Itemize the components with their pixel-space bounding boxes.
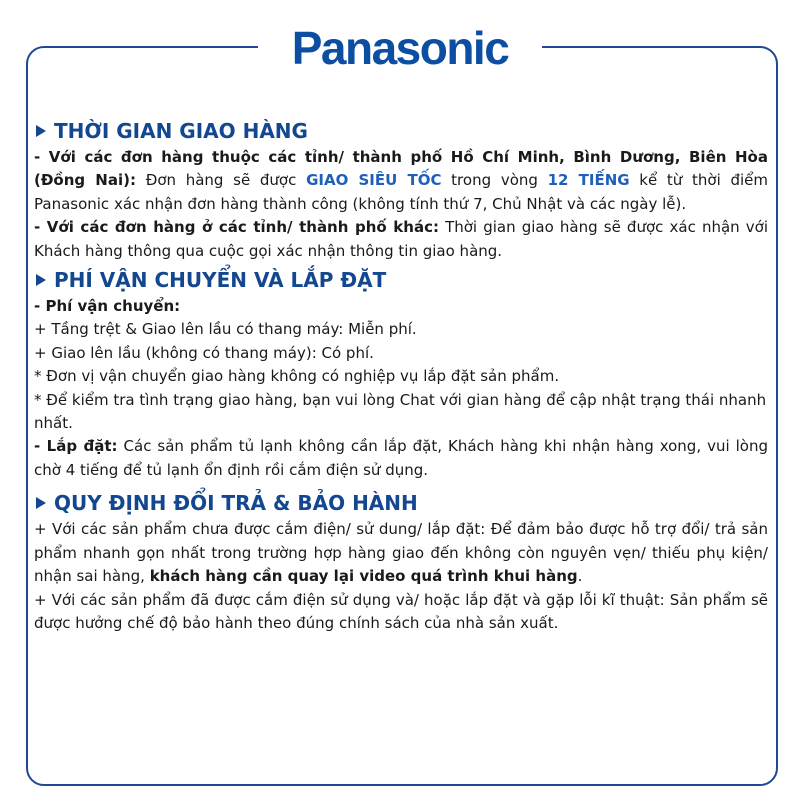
paragraph-text: Các sản phẩm tủ lạnh không cần lắp đặt, Khách hàng khi nhận hàng xong, vui lòng chờ 4 tiếng để tủ lạnh ổn định rồi cắm điện sử dụng. xyxy=(34,437,768,479)
paragraph-text: + Với các sản phẩm chưa được cắm điện/ sử dung/ lắp đặt: Để đảm bảo được hỗ trợ đổi/ trả sản phẩm nhanh gọn nhất trong trường hợp hàng giao đến không còn nguyên vẹn/ thiếu phụ kiện/ nhận sai hàng, xyxy=(34,520,768,586)
delivery-major-cities-paragraph xyxy=(34,146,768,216)
section-title-text: THỜI GIAN GIAO HÀNG xyxy=(54,119,308,143)
return-unused-products-paragraph xyxy=(34,518,768,588)
installation-paragraph xyxy=(34,435,768,482)
section-title-text: PHÍ VẬN CHUYỂN VÀ LẮP ĐẶT xyxy=(54,268,387,293)
paragraph-text: Thời gian giao hàng sẽ được xác nhận với Khách hàng thông qua cuộc gọi xác nhận thông tin giao hàng. xyxy=(34,218,768,260)
section-title-shipping-installation xyxy=(34,265,768,295)
twelve-hours-highlight: 12 TIẾNG xyxy=(547,171,630,190)
paragraph-lead: - Với các đơn hàng ở các tỉnh/ thành phố khác: xyxy=(34,218,439,237)
paragraph-text: . xyxy=(577,567,583,586)
section-title-return-warranty xyxy=(34,488,768,518)
list-item: + Giao lên lầu (không có thang máy): Có phí. xyxy=(34,343,374,362)
paragraph-text: Đơn hàng sẽ được xyxy=(135,171,307,190)
delivery-other-provinces-paragraph xyxy=(34,216,768,263)
list-item: * Đơn vị vận chuyển giao hàng không có nghiệp vụ lắp đặt sản phẩm. xyxy=(34,367,560,386)
section-title-text: QUY ĐỊNH ĐỔI TRẢ & BẢO HÀNH xyxy=(54,491,418,516)
list-item: * Để kiểm tra tình trạng giao hàng, bạn vui lòng Chat với gian hàng để cập nhật trạng thái nhanh nhất. xyxy=(34,390,767,433)
warranty-paragraph: + Với các sản phẩm đã được cắm điện sử dụng và/ hoặc lắp đặt và gặp lỗi kĩ thuật: Sản phẩm sẽ được hưởng chế độ bảo hành theo đúng chính sách của nhà sản xuất. xyxy=(34,590,768,632)
paragraph-lead: - Lắp đặt: xyxy=(34,437,118,456)
shipping-fee-lead: - Phí vận chuyển: xyxy=(34,297,181,316)
paragraph-text: trong vòng xyxy=(441,171,548,190)
unboxing-video-requirement: khách hàng cần quay lại video quá trình khui hàng xyxy=(149,567,578,586)
triangle-bullet-icon xyxy=(36,274,46,286)
triangle-bullet-icon xyxy=(36,497,46,509)
triangle-bullet-icon xyxy=(36,125,46,137)
list-item: + Tầng trệt & Giao lên lầu có thang máy: Miễn phí. xyxy=(34,320,417,339)
policy-content xyxy=(34,116,768,635)
paragraph-text: kể từ thời điểm Panasonic xác nhận đơn hàng thành công (không tính thứ 7, Chủ Nhật và các ngày lễ). xyxy=(34,171,768,213)
paragraph-lead: - Với các đơn hàng thuộc các tỉnh/ thành phố Hồ Chí Minh, Bình Dương, Biên Hòa (Đồng Nai): xyxy=(34,148,768,190)
section-title-delivery-time xyxy=(34,116,768,146)
express-delivery-highlight: GIAO SIÊU TỐC xyxy=(306,171,442,190)
panasonic-logo: Panasonic xyxy=(258,20,542,76)
